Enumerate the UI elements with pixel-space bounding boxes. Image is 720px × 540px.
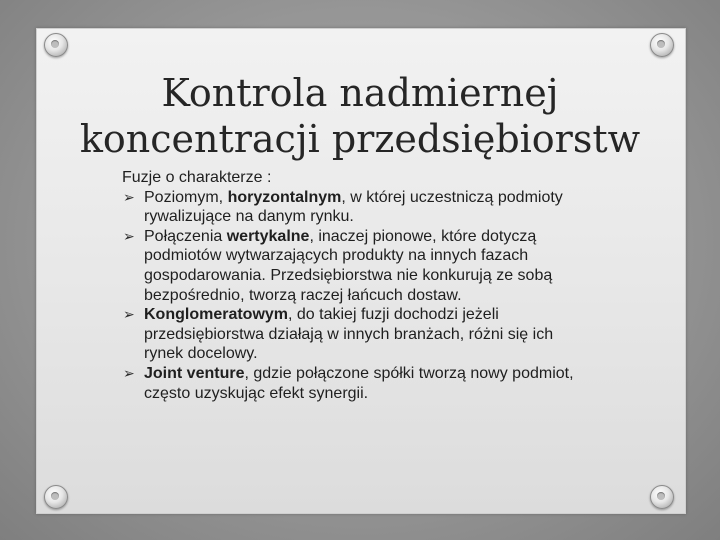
item-lead: Połączenia — [144, 227, 227, 245]
bullet-list — [122, 188, 592, 404]
arrow-bullet-icon: ➢ — [123, 227, 135, 244]
rivet-icon — [650, 33, 674, 57]
list-item — [122, 188, 592, 227]
arrow-bullet-icon: ➢ — [123, 306, 135, 323]
item-term: wertykalne — [226, 227, 310, 245]
title-line-2: koncentracji przedsiębiorstw — [79, 117, 641, 161]
item-text: , gdzie połączone spółki tworzą nowy podmiot, często uzyskując efekt synergii. — [144, 364, 574, 402]
item-lead: Poziomym, — [144, 188, 228, 206]
slide-body — [122, 168, 592, 403]
rivet-icon — [650, 485, 674, 509]
title-line-1: Kontrola nadmiernej — [161, 71, 559, 115]
intro-text: Fuzje o charakterze : — [122, 169, 272, 186]
item-term: Konglomeratowym — [144, 306, 289, 324]
item-text: , w której uczestniczą podmioty rywalizujące na danym rynku. — [144, 188, 563, 226]
list-item — [122, 227, 592, 305]
list-item — [122, 364, 592, 403]
item-text: , inaczej pionowe, które dotyczą podmiotów wytwarzających produkty na innych fazach gospodarowania. Przedsiębiorstwa nie konkurują ze sobą bezpośrednio, tworzą raczej łańcuch dostaw. — [144, 227, 553, 304]
rivet-icon — [44, 485, 68, 509]
item-text: , do takiej fuzji dochodzi jeżeli przedsiębiorstwa działają w innych branżach, różni się ich rynek docelowy. — [144, 306, 554, 363]
item-term: horyzontalnym — [227, 188, 342, 206]
arrow-bullet-icon: ➢ — [123, 364, 135, 381]
arrow-bullet-icon: ➢ — [123, 188, 135, 205]
slide-title — [60, 70, 660, 162]
item-term: Joint venture — [144, 364, 245, 382]
rivet-icon — [44, 33, 68, 57]
list-item — [122, 305, 592, 364]
